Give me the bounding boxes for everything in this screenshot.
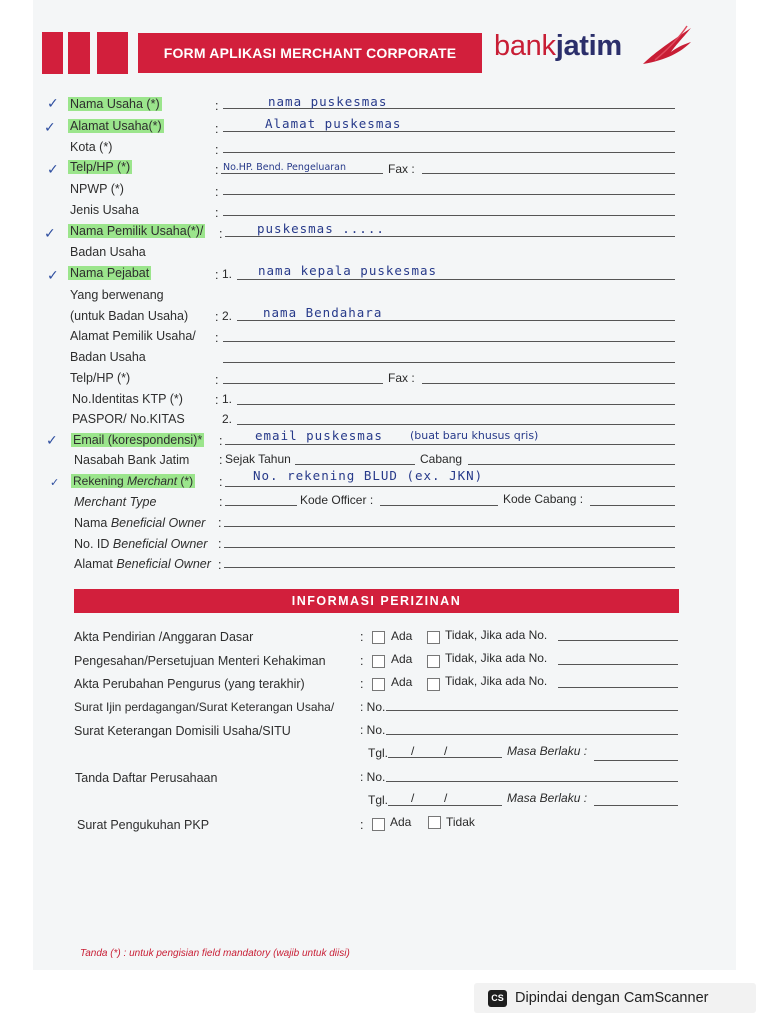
jenis-usaha-label: Jenis Usaha xyxy=(70,203,139,217)
tidak-checkbox[interactable] xyxy=(428,816,441,829)
check-mark-icon: ✓ xyxy=(44,226,56,242)
nama-bo-field[interactable] xyxy=(224,526,675,527)
alamat-badan-usaha-label: Badan Usaha xyxy=(70,350,146,364)
akta-perubahan-no-field[interactable] xyxy=(558,687,678,688)
tdp-tgl-field[interactable] xyxy=(388,805,502,806)
camscanner-watermark xyxy=(474,983,756,1013)
tidak-checkbox[interactable] xyxy=(427,678,440,691)
tidak-checkbox[interactable] xyxy=(427,655,440,668)
pejabat-2-field[interactable] xyxy=(237,320,675,321)
surat-ijin-no-field[interactable] xyxy=(386,710,678,711)
nama-bo-label: Nama Beneficial Owner xyxy=(74,516,206,530)
merchant-type-label: Merchant Type xyxy=(74,495,157,509)
untuk-badan-usaha-label: (untuk Badan Usaha) xyxy=(70,309,189,323)
email-value: email puskesmas xyxy=(255,428,383,443)
nama-usaha-label: Nama Usaha (*) xyxy=(70,97,160,111)
alamat-usaha-field[interactable] xyxy=(223,131,675,132)
pejabat-2-value: nama Bendahara xyxy=(263,305,383,320)
situ-no-field[interactable] xyxy=(386,734,678,735)
kode-cabang-label: Kode Cabang : xyxy=(503,492,584,506)
kode-cabang-field[interactable] xyxy=(590,505,675,506)
kota-label: Kota (*) xyxy=(70,140,113,154)
rekening-field[interactable] xyxy=(225,486,675,487)
nama-pemilik-label: Nama Pemilik Usaha(*)/ xyxy=(70,224,204,238)
alamat-bo-label: Alamat Beneficial Owner xyxy=(74,557,211,571)
tdp-no-field[interactable] xyxy=(386,781,678,782)
email-field[interactable] xyxy=(225,444,675,445)
check-mark-icon: ✓ xyxy=(47,268,59,284)
camscanner-text: Dipindai dengan CamScanner xyxy=(515,990,709,1006)
fax-field[interactable] xyxy=(422,173,675,174)
header-red-block xyxy=(42,32,63,74)
form-title: FORM APLIKASI MERCHANT CORPORATE xyxy=(138,33,482,73)
no-id-bo-label: No. ID Beneficial Owner xyxy=(74,537,208,551)
pejabat-1-field[interactable] xyxy=(237,279,675,280)
ada-checkbox[interactable] xyxy=(372,655,385,668)
fax2-field[interactable] xyxy=(422,383,675,384)
nama-usaha-value: nama puskesmas xyxy=(268,94,388,109)
kode-officer-field[interactable] xyxy=(380,505,498,506)
header-red-block xyxy=(97,32,128,74)
perizinan-item: Surat Ijin perdagangan/Surat Keterangan Usaha/ xyxy=(74,700,335,714)
nasabah-label: Nasabah Bank Jatim xyxy=(74,453,190,467)
kode-officer-label: Kode Officer : xyxy=(300,493,374,507)
tdp-masa-berlaku-field[interactable] xyxy=(594,805,678,806)
mandatory-footnote: Tanda (*) : untuk pengisian field mandatory (wajib untuk diisi) xyxy=(80,948,350,959)
email-label: Email (korespondensi)* xyxy=(73,433,203,447)
no-id-bo-field[interactable] xyxy=(224,547,675,548)
telp-value: No.HP. Bend. Pengeluaran xyxy=(223,162,347,173)
nama-pejabat-label: Nama Pejabat xyxy=(70,266,150,280)
telp2-field[interactable] xyxy=(223,383,383,384)
alamat-bo-field[interactable] xyxy=(224,567,675,568)
perizinan-item: Akta Perubahan Pengurus (yang terakhir) xyxy=(74,677,305,691)
telp-field[interactable] xyxy=(221,173,383,174)
pengesahan-no-field[interactable] xyxy=(558,664,678,665)
check-mark-icon: ✓ xyxy=(50,476,60,489)
ada-checkbox[interactable] xyxy=(372,678,385,691)
telp-label: Telp/HP (*) xyxy=(70,160,131,174)
check-mark-icon: ✓ xyxy=(47,162,59,178)
bird-logo-icon xyxy=(641,24,695,68)
merchant-type-field[interactable] xyxy=(225,505,297,506)
email-note: (buat baru khusus qris) xyxy=(410,429,539,442)
ada-checkbox[interactable] xyxy=(372,818,385,831)
sejak-tahun-label: Sejak Tahun xyxy=(225,452,291,466)
check-mark-icon: ✓ xyxy=(47,96,59,112)
alamat-pemilik-field-2[interactable] xyxy=(223,362,675,363)
perizinan-item: Surat Keterangan Domisili Usaha/SITU xyxy=(74,724,291,738)
rekening-value: No. rekening BLUD (ex. JKN) xyxy=(253,468,484,483)
npwp-field[interactable] xyxy=(223,194,675,195)
telp2-label: Telp/HP (*) xyxy=(70,371,131,385)
tidak-checkbox[interactable] xyxy=(427,631,440,644)
ktp-2-field[interactable] xyxy=(237,424,675,425)
ada-checkbox[interactable] xyxy=(372,631,385,644)
ktp-1-field[interactable] xyxy=(237,404,675,405)
akta-no-field[interactable] xyxy=(558,640,678,641)
alamat-pemilik-label: Alamat Pemilik Usaha/ xyxy=(70,329,196,343)
yang-berwenang-label: Yang berwenang xyxy=(70,288,164,302)
cabang-field[interactable] xyxy=(468,464,675,465)
telp2-fax-label: Fax : xyxy=(388,371,415,385)
perizinan-item: Tanda Daftar Perusahaan xyxy=(75,771,218,785)
perizinan-item: Akta Pendirian /Anggaran Dasar xyxy=(74,630,254,644)
alamat-pemilik-field[interactable] xyxy=(223,341,675,342)
situ-masa-berlaku-field[interactable] xyxy=(594,760,678,761)
perizinan-item: Pengesahan/Persetujuan Menteri Kehakiman xyxy=(74,654,326,668)
alamat-usaha-value: Alamat puskesmas xyxy=(265,116,402,131)
telp-fax-label: Fax : xyxy=(388,162,415,176)
check-mark-icon: ✓ xyxy=(44,120,56,136)
rekening-label: Rekening Merchant (*) xyxy=(73,474,194,488)
npwp-label: NPWP (*) xyxy=(70,182,124,196)
nama-pemilik-field[interactable] xyxy=(225,236,675,237)
kota-field[interactable] xyxy=(223,152,675,153)
paspor-label: PASPOR/ No.KITAS xyxy=(72,412,185,426)
camscanner-icon: CS xyxy=(488,990,507,1007)
jenis-usaha-field[interactable] xyxy=(223,215,675,216)
header-red-block xyxy=(68,32,90,74)
perizinan-section-title: INFORMASI PERIZINAN xyxy=(74,589,679,613)
bank-logo: bankjatim xyxy=(494,30,622,62)
alamat-usaha-label: Alamat Usaha(*) xyxy=(70,119,162,133)
pejabat-1-value: nama kepala puskesmas xyxy=(258,263,438,278)
check-mark-icon: ✓ xyxy=(46,433,58,449)
sejak-tahun-field[interactable] xyxy=(295,464,415,465)
perizinan-item: Surat Pengukuhan PKP xyxy=(77,818,210,832)
cabang-label: Cabang xyxy=(420,452,463,466)
badan-usaha-label: Badan Usaha xyxy=(70,245,146,259)
nama-pemilik-value: puskesmas ..... xyxy=(257,221,385,236)
no-identitas-label: No.Identitas KTP (*) xyxy=(72,392,183,406)
